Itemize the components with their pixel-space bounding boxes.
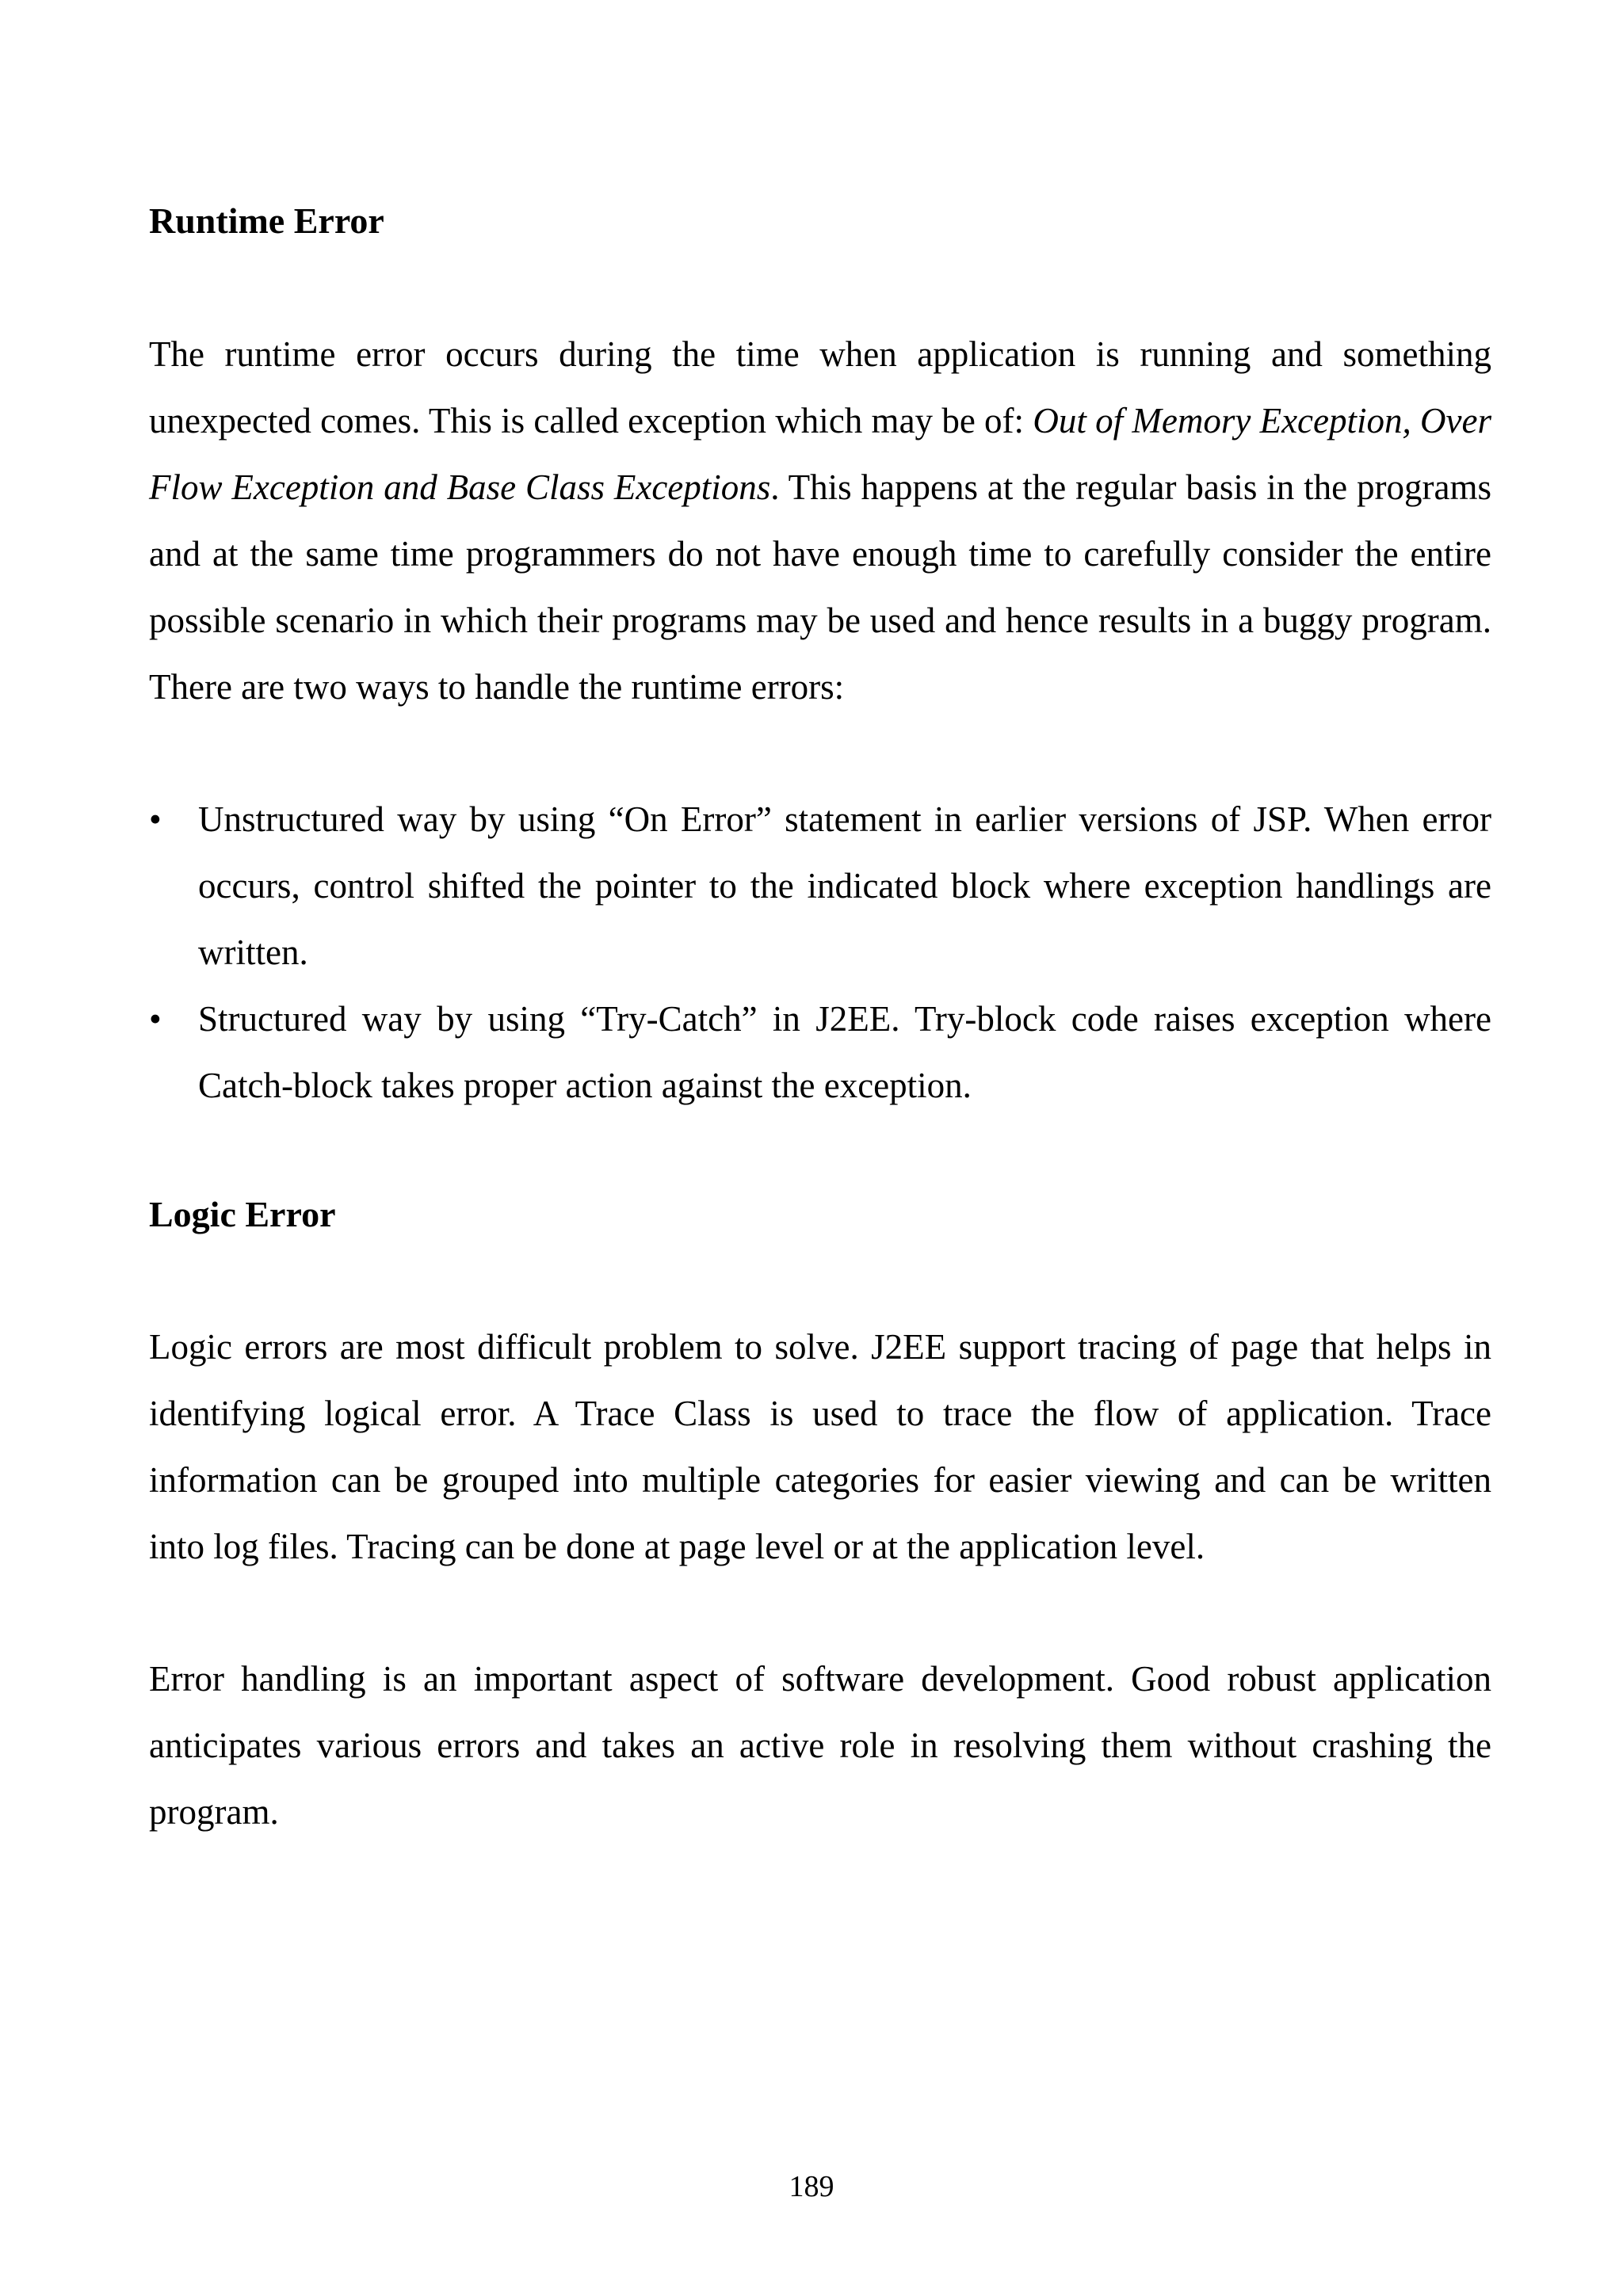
bullet-item-unstructured [149, 786, 1491, 986]
paragraph-runtime-error-text-end: . This happens at the regular basis in the programs and at the same time programmers do not have enough time to carefully consider the entire possible scenario in which their programs may be used and hence results in a buggy program. There are two ways to handle the runtime errors: [149, 467, 1491, 707]
bullet-text-unstructured: Unstructured way by using “On Error” statement in earlier versions of JSP. When error occurs, control shifted the pointer to the indicated block where exception handlings are written. [198, 799, 1491, 972]
bullet-text-structured: Structured way by using “Try-Catch” in J2EE. Try-block code raises exception where Catch-block takes proper action against the exception. [198, 999, 1491, 1105]
paragraph-logic-error: Logic errors are most difficult problem to solve. J2EE support tracing of page that helps in identifying logical error. A Trace Class is used to trace the flow of application. Trace information can be grouped into multiple categories for easier viewing and can be written into log files. Tracing can be done at page level or at the application level. [149, 1327, 1491, 1566]
runtime-error-bullet-list [149, 786, 1491, 1119]
bullet-item-structured [149, 986, 1491, 1119]
paragraph-error-handling: Error handling is an important aspect of software development. Good robust application anticipates various errors and takes an active role in resolving them without crashing the program. [149, 1659, 1491, 1832]
paragraph-runtime-error [149, 321, 1491, 720]
page-number: 189 [789, 2170, 834, 2203]
heading-logic-error: Logic Error [149, 1194, 336, 1234]
paragraph-runtime-error-italic: Out of Memory Exception, Over Flow Exception and Base Class Exceptions [149, 401, 1491, 507]
bullet-icon: • [149, 999, 162, 1039]
heading-runtime-error: Runtime Error [149, 200, 384, 241]
paragraph-runtime-error-text-start: The runtime error occurs during the time when application is running and something unexpected comes. This is called exception which may be of: [149, 334, 1491, 441]
bullet-icon: • [149, 799, 162, 839]
